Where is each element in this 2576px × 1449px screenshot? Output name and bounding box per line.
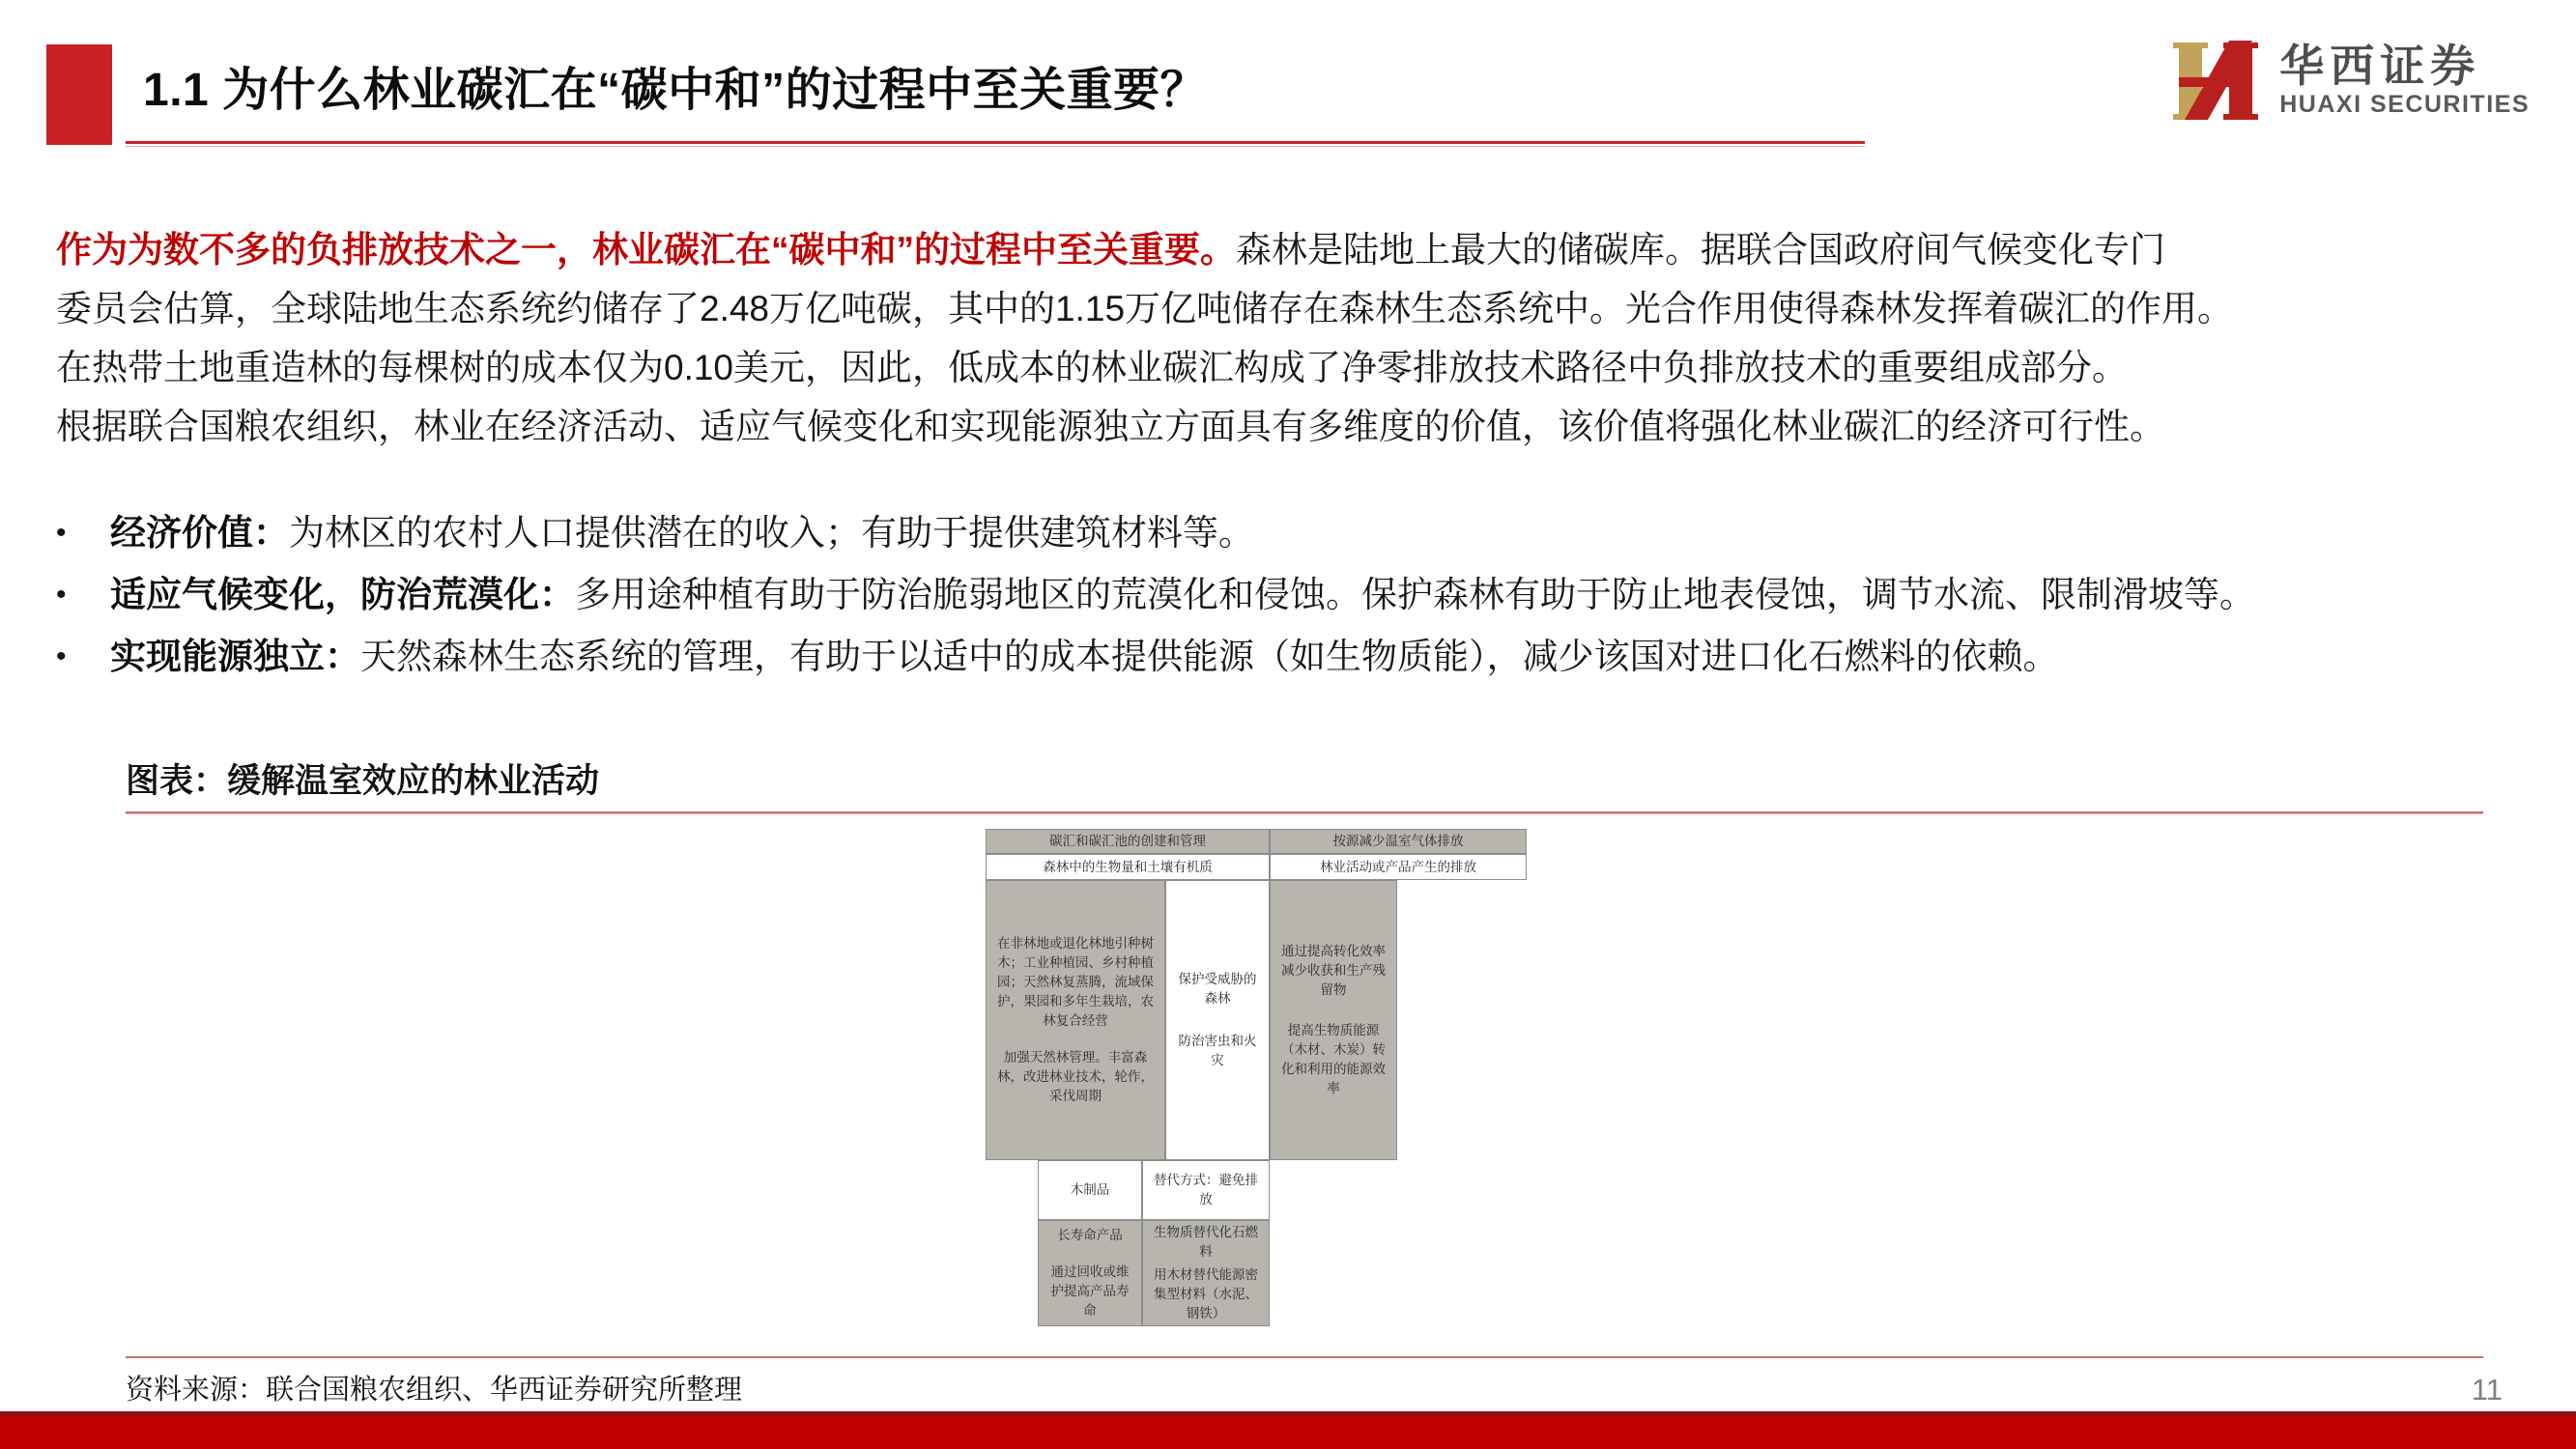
- cell-text: 通过回收或维护提高产品寿命: [1050, 1264, 1130, 1318]
- list-item: [56, 626, 2530, 688]
- table-product-row-1: [986, 1160, 1527, 1220]
- spacer-cell: [1270, 1160, 1453, 1220]
- footer-divider: [126, 1356, 2483, 1358]
- bullet-marker-icon: •: [56, 579, 67, 611]
- list-item-text: 天然森林生态系统的管理，有助于以适中的成本提供能源（如生物质能），减少该国对进口化石燃料的依赖。: [360, 637, 2059, 676]
- column-subheader-biomass: 森林中的生物量和土壤有机质: [986, 854, 1270, 880]
- source-note: 资料来源：联合国粮农组织、华西证券研究所整理: [126, 1375, 743, 1406]
- list-item-text: 为林区的农村人口提供潜在的收入；有助于提供建筑材料等。: [289, 513, 1254, 553]
- logo-name-en: HUAXI SECURITIES: [2279, 90, 2530, 118]
- cell-text: 长寿命产品: [1057, 1228, 1123, 1242]
- paragraph-4: 根据联合国粮农组织，林业在经济活动、适应气候变化和实现能源独立方面具有多维度的价值，该价值将强化林业碳汇的经济可行性。: [56, 407, 2165, 446]
- huaxi-h-mark-icon: [2169, 39, 2262, 122]
- exhibit-title: 图表：缓解温室效应的林业活动: [126, 762, 600, 800]
- paragraph-1-highlight: 作为为数不多的负排放技术之一，林业碳汇在“碳中和”的过程中至关重要。: [56, 230, 1236, 270]
- footer-bar: [0, 1411, 2576, 1449]
- body-text-block: [56, 220, 2530, 456]
- cell-biomass-substitution: [1142, 1220, 1270, 1326]
- column-subheader-activity-emissions: 林业活动或产品产生的排放: [1270, 854, 1527, 880]
- list-item-text: 多用途种植有助于防治脆弱地区的荒漠化和侵蚀。保护森林有助于防止地表侵蚀，调节水流、限制滑坡等。: [575, 575, 2255, 614]
- column-header-emission-reduction: 按源减少温室气体排放: [1270, 829, 1527, 854]
- bullet-list: [56, 502, 2530, 688]
- header-divider: [126, 141, 1865, 144]
- cell-text: 通过提高转化效率减少收获和生产残留物: [1281, 944, 1386, 997]
- cell-text: 加强天然林管理。丰富森林，改进林业技术，轮作，采伐周期: [997, 1050, 1154, 1103]
- cell-afforestation-management: [986, 880, 1165, 1160]
- cell-conversion-efficiency: [1270, 880, 1397, 1160]
- logo-name-cn: 华西证券: [2279, 41, 2481, 91]
- cell-substitution-avoid-emissions: 替代方式：避免排放: [1142, 1160, 1270, 1220]
- paragraph-1: [56, 220, 2530, 279]
- paragraph-2: 委员会估算，全球陆地生态系统约储存了2.48万亿吨碳，其中的1.15万亿吨储存在森林生态系统中。光合作用使得森林发挥着碳汇的作用。: [56, 289, 2234, 328]
- company-logo: [2169, 27, 2530, 133]
- cell-text: 在非林地或退化林地引种树木；工业种植园、乡村种植园；天然林复蒸腾，流域保护，果园和多年生栽培，农林复合经营: [997, 936, 1154, 1028]
- list-item-lead: 实现能源独立：: [110, 637, 360, 676]
- cell-forest-protection: [1165, 880, 1270, 1160]
- cell-wood-products: 木制品: [1038, 1160, 1142, 1220]
- table-product-row-2: [986, 1220, 1527, 1326]
- table-body-row: [986, 880, 1527, 1160]
- list-item: [56, 502, 2530, 564]
- column-header-carbon-sink: 碳汇和碳汇池的创建和管理: [986, 829, 1270, 854]
- exhibit-header: [126, 759, 2483, 814]
- header-accent-block: [46, 44, 112, 145]
- cell-text: 防治害虫和火灾: [1178, 1034, 1257, 1067]
- table-header-row: [986, 829, 1527, 854]
- cell-text: 提高生物质能源（木材、木炭）转化和利用的能源效率: [1281, 1023, 1386, 1095]
- page-title: 1.1 为什么林业碳汇在“碳中和”的过程中至关重要？: [143, 65, 1208, 116]
- exhibit-divider-thin: [126, 813, 2483, 814]
- bullet-marker-icon: •: [56, 640, 67, 672]
- bullet-marker-icon: •: [56, 517, 67, 549]
- forestry-activities-table: [986, 829, 1527, 1326]
- paragraph-3: 在热带土地重造林的每棵树的成本仅为0.10美元，因此，低成本的林业碳汇构成了净零排放技术路径中负排放技术的重要组成部分。: [56, 348, 2129, 387]
- cell-text: 保护受威胁的森林: [1178, 972, 1257, 1006]
- paragraph-1-rest: 森林是陆地上最大的储碳库。据联合国政府间气候变化专门: [1236, 230, 2165, 270]
- cell-text: 生物质替代化石燃料: [1154, 1225, 1258, 1259]
- table-subheader-row: [986, 854, 1527, 880]
- cell-long-life-products: [1038, 1220, 1142, 1326]
- spacer: [992, 1031, 1159, 1048]
- spacer-cell: [986, 1160, 1038, 1220]
- cell-text: 用木材替代能源密集型材料（水泥、钢铁）: [1154, 1267, 1258, 1321]
- logo-text: [2279, 41, 2530, 118]
- list-item: [56, 564, 2530, 626]
- list-item-lead: 适应气候变化，防治荒漠化：: [110, 575, 575, 614]
- header-divider-thin: [126, 146, 1865, 147]
- spacer-cell: [986, 1220, 1038, 1326]
- list-item-lead: 经济价值：: [110, 513, 289, 553]
- page-number: 11: [2471, 1373, 2503, 1406]
- spacer-cell: [1270, 1220, 1453, 1326]
